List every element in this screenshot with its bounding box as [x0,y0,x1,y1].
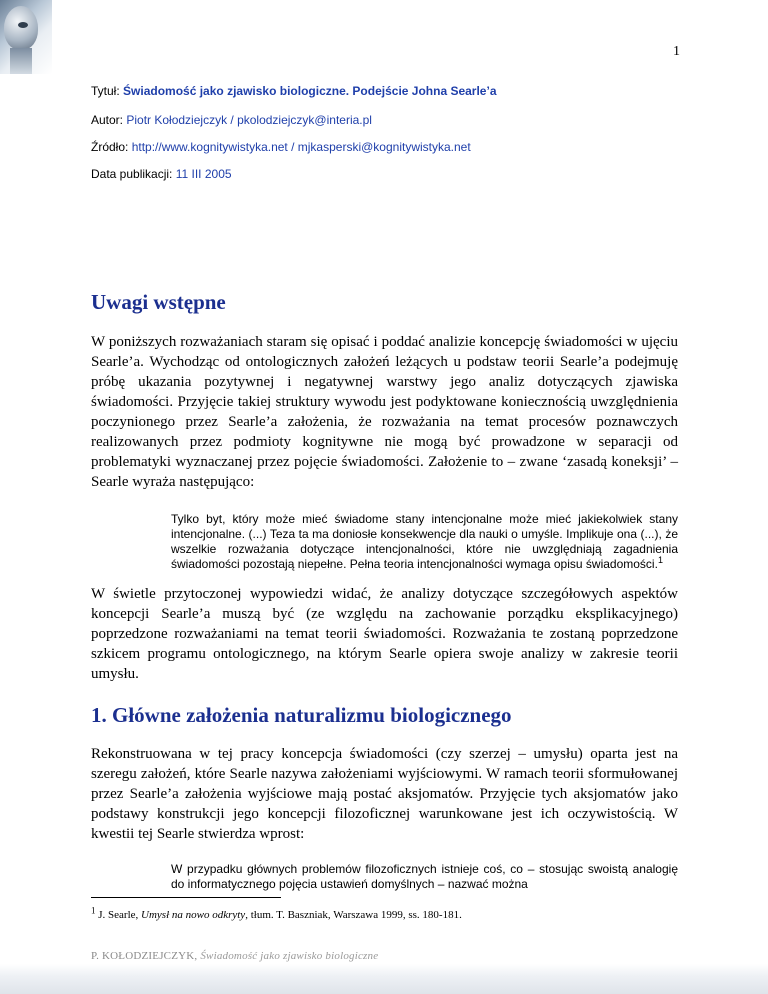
meta-author-value[interactable]: Piotr Kołodziejczyk / pkolodziejczyk@interia.pl [126,113,372,127]
bottom-decorative-band [0,964,768,994]
section-heading-intro: Uwagi wstępne [91,290,226,314]
section-heading-naturalism: 1. Główne założenia naturalizmu biologicznego [91,703,512,727]
naturalism-paragraph-1: Rekonstruowana w tej pracy koncepcja świadomości (czy szerzej – umysłu) oparta jest na szeregu założeń, które Searle nazywa założeniami wyjściowymi. W ramach teorii sformułowanej przez Searle’a założenia wyjściowe mają postać aksjomatów. Przyjęcie tych aksjomatów jako podstawy konstrukcji jego koncepcji filozoficznej warunkowane jest ich oczywistością. W kwestii tej Searle stwierdza wprost: [91,746,678,842]
intro-paragraph-1: W poniższych rozważaniach staram się opisać i poddać analizie koncepcję świadomości w ujęciu Searle’a. Wychodząc od ontologicznych założeń leżących u podstaw teorii Searle’a podejmuję próbę ukazania pozytywnej i negatywnej warstwy jego analiz dotyczących zjawiska świadomości. Przyjęcie takiej struktury wywodu jest podyktowane koniecznością uwzględnienia poczynionego przez Searle’a założenia, że rozważania na temat procesów poznawczych realizowanych przez podmioty kognitywne nie mogą być prowadzone w separacji od problematyki wyznaczanej przez pojęcie świadomości. Założenie to – zwane ‘zasadą koneksji’ – Searle wyraża następująco: [91,334,678,490]
meta-author-label: Autor: [91,113,124,127]
meta-title-line [91,84,681,98]
meta-date-line [91,167,681,181]
footnote-separator [91,897,281,898]
footnote-rest: , tłum. T. Baszniak, Warszawa 1999, ss. 180-181. [245,909,462,921]
footnote [91,905,681,921]
footnote-title: Umysł na nowo odkryty [141,909,246,921]
robot-eye-icon [18,22,28,28]
footnote-reference[interactable]: 1 [657,555,663,565]
intro-quote-text: Tylko byt, który może mieć świadome stany intencjonalne może mieć jakiekolwiek stany intencjonalne. (...) Teza ta ma doniosłe konsekwencje dla nauki o umyśle. Implikuje ona (...), że wszelkie rozważania dotyczące intencjonalności, które nie uwzględniają zagadnienia świadomości pozostają niepełne. Pełna teoria intencjonalności wymaga opisu świadomości. [171,512,678,571]
robot-head-icon [4,6,38,50]
robot-neck-icon [10,48,32,74]
meta-author-line [91,113,681,127]
footnote-author: J. Searle, [98,909,139,921]
meta-source-line [91,140,681,154]
meta-source-label: Źródło: [91,140,129,154]
corner-logo-image [0,0,52,74]
meta-title-value: Świadomość jako zjawisko biologiczne. Podejście Johna Searle’a [123,84,497,98]
naturalism-quote: W przypadku głównych problemów filozoficznych istnieje coś, co – stosując swoistą analogię do informatycznego pojęcia ustawień domyślnych – nazwać można [171,862,678,891]
footer-author: P. KOŁODZIEJCZYK, [91,950,198,962]
meta-date-value: 11 III 2005 [175,167,232,181]
page-footer [91,950,378,962]
meta-date-label: Data publikacji: [91,167,173,181]
footer-title: Świadomość jako zjawisko biologiczne [200,950,379,962]
meta-title-label: Tytuł: [91,84,120,98]
page-number: 1 [673,44,680,59]
intro-quote [171,512,678,572]
meta-source-value[interactable]: http://www.kognitywistyka.net / mjkasperski@kognitywistyka.net [131,140,471,154]
footnote-mark: 1 [91,905,96,916]
intro-paragraph-2: W świetle przytoczonej wypowiedzi widać, że analizy dotyczące szczegółowych aspektów koncepcji Searle’a muszą być (ze względu na zachowanie porządku eksplikacyjnego) poprzedzone rozważaniami na temat teorii świadomości. Rozważania te zostaną poprzedzone szkicem programu ontologicznego, na którym Searle opiera swoje analizy w zakresie teorii umysłu. [91,586,678,682]
